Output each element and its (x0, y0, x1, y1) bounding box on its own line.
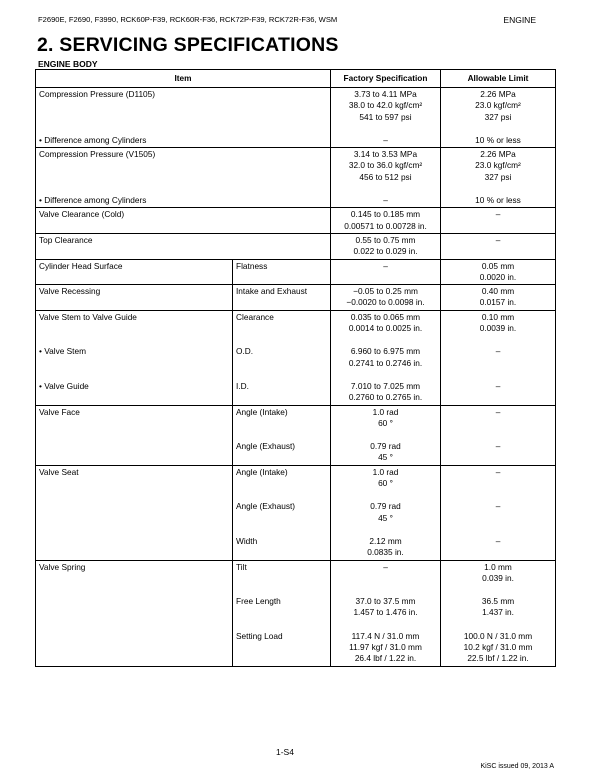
row-item: • Difference among Cylinders (36, 184, 331, 208)
row-factory: −0.05 to 0.25 mm −0.0020 to 0.0098 in. (331, 285, 441, 311)
table-row (36, 490, 556, 525)
row-limit: – (441, 430, 556, 465)
section-title: ENGINE BODY (38, 59, 98, 69)
row-limit: – (441, 490, 556, 525)
row-limit: 0.05 mm 0.0020 in. (441, 259, 556, 285)
row-limit: – (441, 335, 556, 370)
row-item (36, 620, 233, 666)
row-sub: I.D. (233, 370, 331, 405)
header-section: ENGINE (503, 15, 536, 25)
row-item: Valve Face (36, 405, 233, 430)
row-factory: 0.035 to 0.065 mm 0.0014 to 0.0025 in. (331, 310, 441, 335)
row-item: Valve Recessing (36, 285, 233, 311)
row-factory: – (331, 124, 441, 148)
row-limit: 1.0 mm 0.039 in. (441, 560, 556, 585)
row-item: Valve Spring (36, 560, 233, 585)
row-limit: – (441, 233, 556, 259)
row-factory: 117.4 N / 31.0 mm 11.97 kgf / 31.0 mm 26.4 lbf / 1.22 in. (331, 620, 441, 666)
row-sub: Angle (Exhaust) (233, 430, 331, 465)
row-item (36, 585, 233, 620)
col-header-factory: Factory Specification (331, 70, 441, 88)
spec-table (35, 69, 556, 667)
row-item: Valve Stem to Valve Guide (36, 310, 233, 335)
row-sub: Tilt (233, 560, 331, 585)
table-row (36, 335, 556, 370)
row-limit: 10 % or less (441, 124, 556, 148)
row-factory: – (331, 259, 441, 285)
row-limit: – (441, 405, 556, 430)
row-factory: 6.960 to 6.975 mm 0.2741 to 0.2746 in. (331, 335, 441, 370)
table-row (36, 285, 556, 311)
issue-note: KiSC issued 09, 2013 A (480, 763, 554, 770)
table-row (36, 233, 556, 259)
row-factory: 3.14 to 3.53 MPa 32.0 to 36.0 kgf/cm² 456 to 512 psi (331, 148, 441, 184)
row-sub: Angle (Intake) (233, 405, 331, 430)
table-row (36, 430, 556, 465)
table-header-row (36, 70, 556, 88)
row-item (36, 490, 233, 525)
row-item: Valve Clearance (Cold) (36, 208, 331, 234)
row-factory: 3.73 to 4.11 MPa 38.0 to 42.0 kgf/cm² 541 to 597 psi (331, 88, 441, 124)
col-header-item: Item (36, 70, 331, 88)
row-item (36, 525, 233, 560)
table-row (36, 259, 556, 285)
table-row (36, 585, 556, 620)
row-factory: – (331, 560, 441, 585)
row-sub: O.D. (233, 335, 331, 370)
table-row (36, 88, 556, 124)
row-limit: – (441, 370, 556, 405)
col-header-limit: Allowable Limit (441, 70, 556, 88)
row-item: Cylinder Head Surface (36, 259, 233, 285)
row-sub: Intake and Exhaust (233, 285, 331, 311)
table-row (36, 184, 556, 208)
row-factory: 0.79 rad 45 ° (331, 430, 441, 465)
table-row (36, 465, 556, 490)
row-sub: Angle (Intake) (233, 465, 331, 490)
row-factory: 0.55 to 0.75 mm 0.022 to 0.029 in. (331, 233, 441, 259)
row-limit: – (441, 465, 556, 490)
row-item: Valve Seat (36, 465, 233, 490)
row-sub: Setting Load (233, 620, 331, 666)
row-item: • Difference among Cylinders (36, 124, 331, 148)
row-limit: 2.26 MPa 23.0 kgf/cm² 327 psi (441, 148, 556, 184)
table-row (36, 405, 556, 430)
table-row (36, 370, 556, 405)
row-factory: 0.79 rad 45 ° (331, 490, 441, 525)
row-item: • Valve Guide (36, 370, 233, 405)
row-item: • Valve Stem (36, 335, 233, 370)
row-factory: 7.010 to 7.025 mm 0.2760 to 0.2765 in. (331, 370, 441, 405)
row-factory: 0.145 to 0.185 mm 0.00571 to 0.00728 in. (331, 208, 441, 234)
table-row (36, 124, 556, 148)
row-limit: 2.26 MPa 23.0 kgf/cm² 327 psi (441, 88, 556, 124)
row-sub: Free Length (233, 585, 331, 620)
row-limit: – (441, 208, 556, 234)
table-row (36, 148, 556, 184)
row-limit: 0.10 mm 0.0039 in. (441, 310, 556, 335)
table-row (36, 310, 556, 335)
header-models: F2690E, F2690, F3990, RCK60P-F39, RCK60R-F36, RCK72P-F39, RCK72R-F36, WSM (38, 15, 338, 24)
table-row (36, 525, 556, 560)
table-row (36, 208, 556, 234)
row-item: Top Clearance (36, 233, 331, 259)
row-factory: 1.0 rad 60 ° (331, 405, 441, 430)
page-title: 2. SERVICING SPECIFICATIONS (37, 34, 339, 56)
row-limit: 10 % or less (441, 184, 556, 208)
row-limit: 100.0 N / 31.0 mm 10.2 kgf / 31.0 mm 22.5 lbf / 1.22 in. (441, 620, 556, 666)
row-item: Compression Pressure (V1505) (36, 148, 331, 184)
row-sub: Angle (Exhaust) (233, 490, 331, 525)
page-number: 1-S4 (276, 747, 294, 757)
row-item: Compression Pressure (D1105) (36, 88, 331, 124)
row-sub: Clearance (233, 310, 331, 335)
row-factory: 2.12 mm 0.0835 in. (331, 525, 441, 560)
table-row (36, 560, 556, 585)
row-limit: 36.5 mm 1.437 in. (441, 585, 556, 620)
row-factory: 37.0 to 37.5 mm 1.457 to 1.476 in. (331, 585, 441, 620)
row-factory: – (331, 184, 441, 208)
row-item (36, 430, 233, 465)
row-sub: Flatness (233, 259, 331, 285)
row-limit: 0.40 mm 0.0157 in. (441, 285, 556, 311)
row-factory: 1.0 rad 60 ° (331, 465, 441, 490)
row-limit: – (441, 525, 556, 560)
table-row (36, 620, 556, 666)
row-sub: Width (233, 525, 331, 560)
